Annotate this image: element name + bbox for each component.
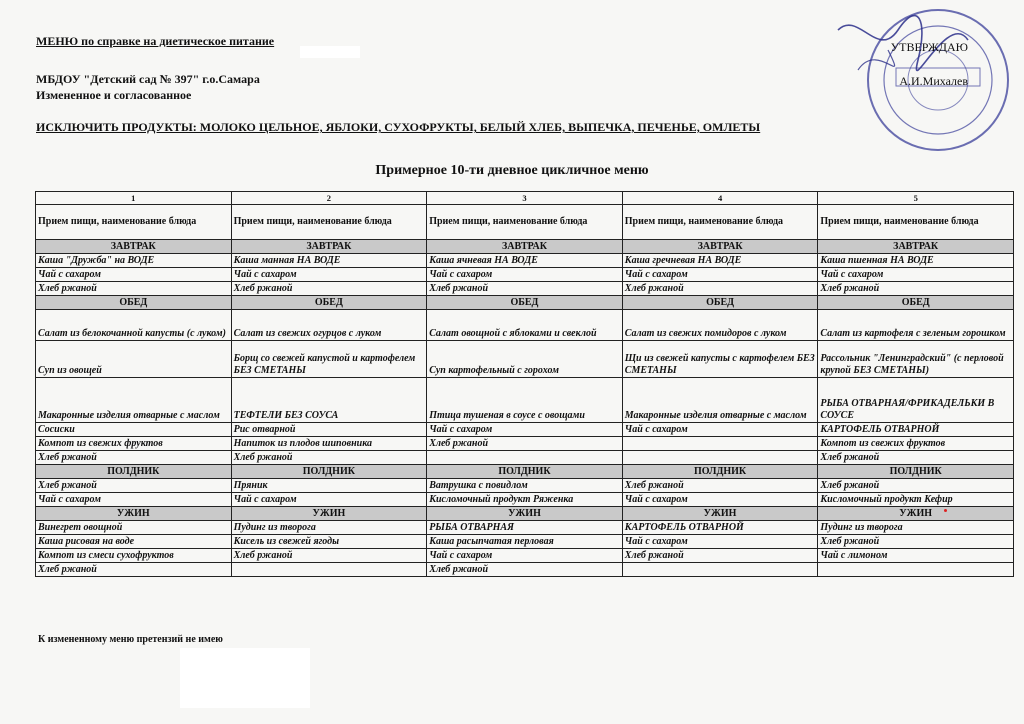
meal-label: ЗАВТРАК <box>622 240 818 254</box>
meal-label: ЗАВТРАК <box>36 240 232 254</box>
dish-cell: Пряник <box>231 479 427 493</box>
dish-cell <box>622 451 818 465</box>
meal-label: УЖИН <box>36 507 232 521</box>
dish-cell: Кисломочный продукт Кефир <box>818 493 1014 507</box>
dish-cell: Чай с лимоном <box>818 549 1014 563</box>
dish-cell: Чай с сахаром <box>818 268 1014 282</box>
redaction-box <box>180 648 310 708</box>
dish-cell: Кисломочный продукт Ряженка <box>427 493 623 507</box>
dish-cell: Чай с сахаром <box>36 268 232 282</box>
dish-cell: Салат из белокочанной капусты (с луком) <box>36 310 232 341</box>
dish-cell: Салат из свежих помидоров с луком <box>622 310 818 341</box>
dish-cell: Сосиски <box>36 423 232 437</box>
dish-cell <box>818 563 1014 577</box>
table-row <box>36 535 1014 549</box>
dish-cell: Каша "Дружба" на ВОДЕ <box>36 254 232 268</box>
day-number: 1 <box>36 192 232 205</box>
dish-cell: Суп из овощей <box>36 341 232 378</box>
table-row <box>36 493 1014 507</box>
dish-cell: Рис отварной <box>231 423 427 437</box>
table-row <box>36 378 1014 423</box>
meal-header-dinner <box>36 507 1014 521</box>
meal-label: ПОЛДНИК <box>427 465 623 479</box>
dish-cell: Пудинг из творога <box>231 521 427 535</box>
dish-cell: Салат из свежих огурцов с луком <box>231 310 427 341</box>
table-row <box>36 282 1014 296</box>
dish-cell: Компот из свежих фруктов <box>36 437 232 451</box>
table-row <box>36 254 1014 268</box>
ink-mark <box>944 509 947 512</box>
table-row <box>36 451 1014 465</box>
table-row <box>36 341 1014 378</box>
day-number: 3 <box>427 192 623 205</box>
column-header: Прием пищи, наименование блюда <box>231 205 427 240</box>
dish-cell: Рассольник "Ленинградский" (с перловой крупой БЕЗ СМЕТАНЫ) <box>818 341 1014 378</box>
dish-cell: Пудинг из творога <box>818 521 1014 535</box>
dish-cell: Чай с сахаром <box>36 493 232 507</box>
dish-cell: КАРТОФЕЛЬ ОТВАРНОЙ <box>818 423 1014 437</box>
day-number: 4 <box>622 192 818 205</box>
dish-cell: Чай с сахаром <box>622 423 818 437</box>
table-row <box>36 521 1014 535</box>
dish-cell: Чай с сахаром <box>622 268 818 282</box>
day-number: 5 <box>818 192 1014 205</box>
dish-cell: КАРТОФЕЛЬ ОТВАРНОЙ <box>622 521 818 535</box>
dish-cell: Хлеб ржаной <box>36 479 232 493</box>
menu-table <box>35 191 1014 577</box>
meal-label: ОБЕД <box>427 296 623 310</box>
dish-cell <box>427 451 623 465</box>
table-row <box>36 479 1014 493</box>
table-row <box>36 549 1014 563</box>
dish-cell: Чай с сахаром <box>622 535 818 549</box>
meal-label: ОБЕД <box>622 296 818 310</box>
dish-cell: Хлеб ржаной <box>622 479 818 493</box>
dish-cell: Чай с сахаром <box>622 493 818 507</box>
dish-cell: Чай с сахаром <box>427 423 623 437</box>
table-row <box>36 310 1014 341</box>
dish-cell: Хлеб ржаной <box>818 535 1014 549</box>
dish-cell: Хлеб ржаной <box>427 437 623 451</box>
dish-cell: Кисель из свежей ягоды <box>231 535 427 549</box>
meal-header-lunch <box>36 296 1014 310</box>
dish-cell: Хлеб ржаной <box>36 282 232 296</box>
dish-cell: Хлеб ржаной <box>818 282 1014 296</box>
meal-label: ОБЕД <box>36 296 232 310</box>
meal-label: ПОЛДНИК <box>622 465 818 479</box>
dish-cell: Салат из картофеля с зеленым горошком <box>818 310 1014 341</box>
menu-title: Примерное 10-ти дневное цикличное меню <box>375 163 649 178</box>
dish-cell: Птица тушеная в соусе с овощами <box>427 378 623 423</box>
column-header: Прием пищи, наименование блюда <box>36 205 232 240</box>
dish-cell: Каша рисовая на воде <box>36 535 232 549</box>
column-header: Прием пищи, наименование блюда <box>818 205 1014 240</box>
meal-label: ПОЛДНИК <box>818 465 1014 479</box>
meal-label: ЗАВТРАК <box>818 240 1014 254</box>
dish-cell: Чай с сахаром <box>231 268 427 282</box>
table-row <box>36 268 1014 282</box>
day-number-row <box>36 192 1014 205</box>
meal-header-snack <box>36 465 1014 479</box>
excluded-products: ИСКЛЮЧИТЬ ПРОДУКТЫ: МОЛОКО ЦЕЛЬНОЕ, ЯБЛОКИ, СУХОФРУКТЫ, БЕЛЫЙ ХЛЕБ, ВЫПЕЧКА, ПЕЧЕНЬЕ, ОМЛЕТЫ <box>36 120 761 134</box>
footer-note: К измененному меню претензий не имею <box>38 634 223 645</box>
dish-cell: Хлеб ржаной <box>427 282 623 296</box>
approval-label: УТВЕРЖДАЮ <box>890 40 968 54</box>
column-header: Прием пищи, наименование блюда <box>622 205 818 240</box>
meal-label: ПОЛДНИК <box>36 465 232 479</box>
day-number: 2 <box>231 192 427 205</box>
dish-cell: Хлеб ржаной <box>231 451 427 465</box>
table-row <box>36 437 1014 451</box>
dish-cell: Напиток из плодов шиповника <box>231 437 427 451</box>
dish-cell: Ватрушка с повидлом <box>427 479 623 493</box>
approval-block <box>891 30 968 98</box>
institution-name: МБДОУ "Детский сад № 397" г.о.Самара <box>36 72 260 86</box>
dish-cell: РЫБА ОТВАРНАЯ <box>427 521 623 535</box>
dish-cell: Каша гречневая НА ВОДЕ <box>622 254 818 268</box>
dish-cell: Хлеб ржаной <box>818 451 1014 465</box>
dish-cell: Хлеб ржаной <box>818 479 1014 493</box>
dish-cell: Каша расыпчатая перловая <box>427 535 623 549</box>
dish-cell: Суп картофельный с горохом <box>427 341 623 378</box>
dish-cell <box>231 563 427 577</box>
dish-cell: Борщ со свежей капустой и картофелем БЕЗ СМЕТАНЫ <box>231 341 427 378</box>
meal-header-breakfast <box>36 240 1014 254</box>
meal-label: УЖИН <box>622 507 818 521</box>
dish-cell: Каша манная НА ВОДЕ <box>231 254 427 268</box>
dish-cell: Чай с сахаром <box>231 493 427 507</box>
dish-cell <box>622 563 818 577</box>
dish-cell: Каша пшенная НА ВОДЕ <box>818 254 1014 268</box>
dish-cell: Каша ячневая НА ВОДЕ <box>427 254 623 268</box>
dish-cell: Хлеб ржаной <box>36 451 232 465</box>
dish-cell: Хлеб ржаной <box>622 282 818 296</box>
dish-cell: Чай с сахаром <box>427 268 623 282</box>
dish-cell: Хлеб ржаной <box>231 282 427 296</box>
redaction-box <box>300 46 360 58</box>
dish-cell: Хлеб ржаной <box>622 549 818 563</box>
document-heading: МЕНЮ по справке на диетическое питание <box>36 34 275 48</box>
meal-label: УЖИН <box>818 507 1014 521</box>
dish-cell: Макаронные изделия отварные с маслом <box>622 378 818 423</box>
approver-name: А.И.Михалев <box>899 74 968 88</box>
column-header: Прием пищи, наименование блюда <box>427 205 623 240</box>
dish-cell: Винегрет овощной <box>36 521 232 535</box>
meal-label: ЗАВТРАК <box>427 240 623 254</box>
dish-cell: Щи из свежей капусты с картофелем БЕЗ СМЕТАНЫ <box>622 341 818 378</box>
column-header-row <box>36 205 1014 240</box>
dish-cell: Салат овощной с яблоками и свеклой <box>427 310 623 341</box>
meal-label: ПОЛДНИК <box>231 465 427 479</box>
dish-cell: Хлеб ржаной <box>36 563 232 577</box>
dish-cell: Компот из смеси сухофруктов <box>36 549 232 563</box>
meal-label: ЗАВТРАК <box>231 240 427 254</box>
dish-cell: Чай с сахаром <box>427 549 623 563</box>
table-row <box>36 423 1014 437</box>
dish-cell: ТЕФТЕЛИ БЕЗ СОУСА <box>231 378 427 423</box>
dish-cell: Хлеб ржаной <box>231 549 427 563</box>
meal-label: ОБЕД <box>818 296 1014 310</box>
meal-label: ОБЕД <box>231 296 427 310</box>
meal-label: УЖИН <box>427 507 623 521</box>
status-line: Измененное и согласованное <box>36 88 192 102</box>
table-row <box>36 563 1014 577</box>
meal-label: УЖИН <box>231 507 427 521</box>
dish-cell: Хлеб ржаной <box>427 563 623 577</box>
dish-cell <box>622 437 818 451</box>
dish-cell: Компот из свежих фруктов <box>818 437 1014 451</box>
dish-cell: Макаронные изделия отварные с маслом <box>36 378 232 423</box>
dish-cell: РЫБА ОТВАРНАЯ/ФРИКАДЕЛЬКИ В СОУСЕ <box>818 378 1014 423</box>
